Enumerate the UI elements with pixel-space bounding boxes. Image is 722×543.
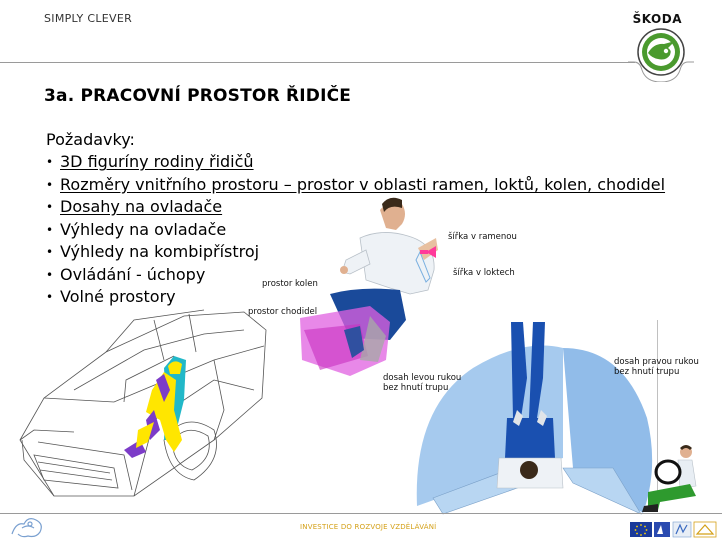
tagline: SIMPLY CLEVER — [44, 12, 133, 25]
list-item: • Výhledy na kombipřístroj — [46, 242, 260, 261]
header-divider — [0, 62, 635, 63]
reach-envelope-image — [413, 318, 675, 518]
slide-title: 3a. PRACOVNÍ PROSTOR ŘIDIČE — [44, 86, 352, 106]
eu-logos-icon — [630, 520, 718, 540]
skoda-logo-icon — [628, 26, 694, 82]
list-item: • Výhledy na ovladače — [46, 219, 227, 239]
lion-emblem-icon — [8, 512, 48, 540]
label-elbow-width: šířka v loktech — [453, 268, 515, 278]
label-knee-space: prostor kolen — [262, 279, 318, 289]
requirements-heading: Požadavky: — [46, 130, 135, 149]
brand-name: ŠKODA — [632, 12, 682, 26]
label-foot-space: prostor chodidel — [248, 307, 318, 317]
list-item: • 3D figuríny rodiny řidičů — [46, 152, 254, 171]
list-item: • Volné prostory — [46, 287, 176, 306]
footer-divider — [0, 513, 722, 514]
label-shoulder-width: šířka v ramenou — [448, 232, 517, 242]
pointer-arrow-icon — [420, 246, 436, 258]
driver-steering-image — [640, 438, 714, 514]
car-wireframe-image — [14, 290, 274, 510]
list-item: • Dosahy na ovladače — [46, 197, 223, 216]
footer-slogan: INVESTICE DO ROZVOJE VZDĚLÁVÁNÍ — [300, 523, 437, 531]
label-right-reach: dosah pravou rukou bez hnutí trupu — [614, 357, 699, 377]
label-left-reach: dosah levou rukou bez hnutí trupu — [383, 373, 462, 393]
list-item: • Rozměry vnitřního prostoru – prostor v oblasti ramen, loktů, kolen, chodidel — [46, 174, 666, 194]
list-item: • Ovládání - úchopy — [46, 264, 206, 284]
